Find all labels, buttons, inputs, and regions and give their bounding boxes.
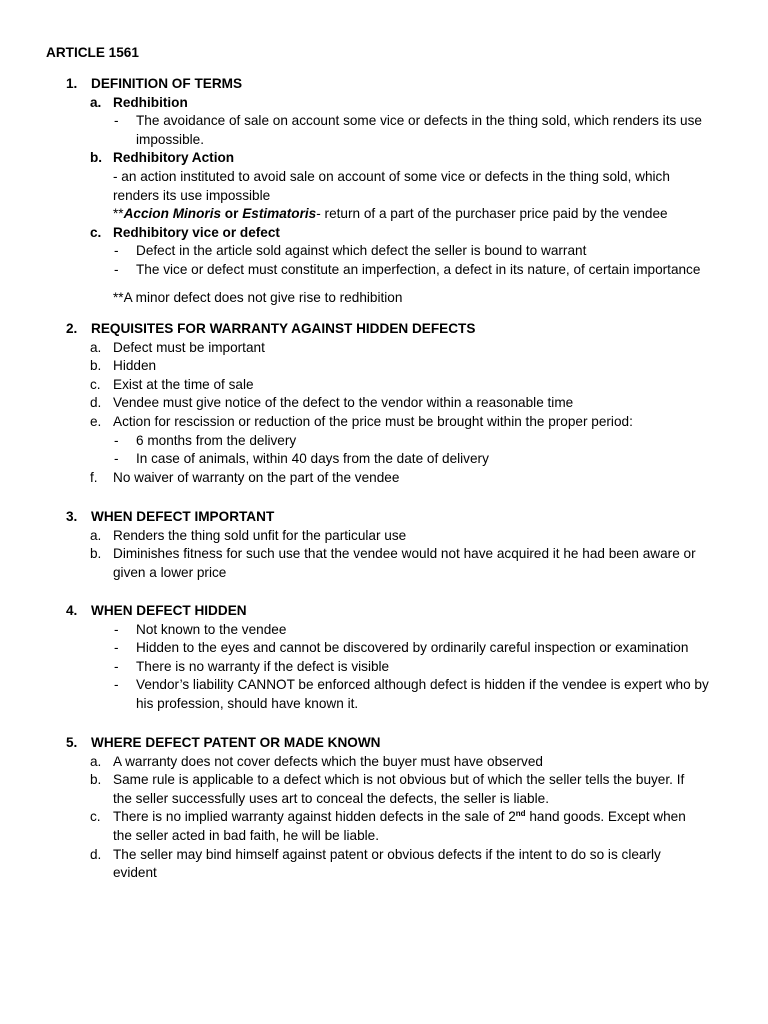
dash-bullet: - — [114, 677, 119, 693]
term-title: Redhibitory Action — [113, 150, 235, 166]
dash-bullet: - — [114, 243, 119, 259]
term-title: Redhibition — [113, 94, 188, 110]
list-item: Same rule is applicable to a defect which is not obvious but of which the seller tells the buyer. If — [113, 772, 685, 788]
list-item: his profession, should have known it. — [136, 695, 359, 711]
list-item: Not known to the vendee — [136, 621, 287, 637]
sub-item: 6 months from the delivery — [136, 432, 297, 448]
document-title: ARTICLE 1561 — [46, 45, 139, 60]
accion-note: **Accion Minoris or Estimatoris- return of a part of the purchaser price paid by the vendee — [113, 206, 668, 222]
dash-bullet: - — [114, 621, 119, 637]
item-label: a. — [90, 753, 102, 769]
list-item: Exist at the time of sale — [113, 376, 254, 392]
section-number: 5. — [66, 735, 78, 750]
section-when-defect-important — [0, 508, 768, 582]
dash-bullet: - — [114, 113, 119, 129]
definition-text: - an action instituted to avoid sale on account of some vice or defects in the thing sold, which — [113, 168, 670, 184]
item-label: f. — [90, 469, 98, 485]
item-label: d. — [90, 395, 102, 411]
item-label: c. — [90, 224, 102, 240]
definition-text: The avoidance of sale on account some vice or defects in the thing sold, which renders its use — [136, 113, 702, 129]
section-when-defect-hidden — [0, 602, 768, 714]
list-item: Renders the thing sold unfit for the particular use — [113, 527, 407, 543]
item-label: a. — [90, 94, 102, 110]
term-title: Redhibitory vice or defect — [113, 224, 280, 240]
item-label: c. — [90, 376, 101, 392]
section-requisites — [0, 320, 768, 487]
section-number: 2. — [66, 321, 78, 336]
list-item: A warranty does not cover defects which the buyer must have observed — [113, 753, 543, 769]
item-label: d. — [90, 846, 102, 862]
section-heading: WHERE DEFECT PATENT OR MADE KNOWN — [91, 735, 381, 750]
list-item: Vendor’s liability CANNOT be enforced although defect is hidden if the vendee is expert who by — [136, 677, 709, 693]
list-item: Hidden to the eyes and cannot be discovered by ordinarily careful inspection or examination — [136, 640, 689, 656]
dash-bullet: - — [114, 432, 119, 448]
list-item: There is no implied warranty against hidden defects in the sale of 2nd hand goods. Except when — [113, 809, 686, 825]
item-label: c. — [90, 809, 101, 825]
item-label: b. — [90, 150, 103, 166]
list-item: Hidden — [113, 358, 157, 374]
list-item: The seller may bind himself against patent or obvious defects if the intent to do so is clearly — [113, 846, 661, 862]
dash-bullet: - — [114, 640, 119, 656]
list-item: the seller successfully uses art to conceal the defects, the seller is liable. — [113, 790, 549, 806]
list-item: Action for rescission or reduction of the price must be brought within the proper period: — [113, 413, 633, 429]
section-heading: DEFINITION OF TERMS — [91, 76, 243, 91]
list-item: the seller acted in bad faith, he will be liable. — [113, 827, 379, 843]
item-label: e. — [90, 413, 102, 429]
dash-bullet: - — [114, 451, 119, 467]
item-label: a. — [90, 339, 102, 355]
minor-defect-note: **A minor defect does not give rise to redhibition — [113, 289, 403, 305]
definition-text: Defect in the article sold against which defect the seller is bound to warrant — [136, 243, 587, 259]
list-item: evident — [113, 865, 157, 881]
definition-text: renders its use impossible — [113, 187, 271, 203]
section-number: 4. — [66, 603, 78, 618]
list-item: given a lower price — [113, 564, 227, 580]
item-label: b. — [90, 546, 102, 562]
definition-text: impossible. — [136, 131, 204, 147]
section-heading: WHEN DEFECT HIDDEN — [91, 603, 247, 618]
section-defect-patent — [0, 734, 768, 883]
section-number: 1. — [66, 76, 78, 91]
sub-item: In case of animals, within 40 days from the date of delivery — [136, 451, 489, 467]
definition-text: The vice or defect must constitute an imperfection, a defect in its nature, of certain importance — [136, 261, 701, 277]
dash-bullet: - — [114, 261, 119, 277]
section-definition-of-terms — [0, 75, 768, 307]
section-heading: WHEN DEFECT IMPORTANT — [91, 509, 275, 524]
list-item: Vendee must give notice of the defect to the vendor within a reasonable time — [113, 395, 574, 411]
section-heading: REQUISITES FOR WARRANTY AGAINST HIDDEN DEFECTS — [91, 321, 476, 336]
item-label: a. — [90, 527, 102, 543]
item-label: b. — [90, 358, 102, 374]
list-item: Diminishes fitness for such use that the vendee would not have acquired it he had been aware or — [113, 546, 696, 562]
dash-bullet: - — [114, 658, 119, 674]
list-item: No waiver of warranty on the part of the vendee — [113, 469, 400, 485]
item-label: b. — [90, 772, 102, 788]
list-item: Defect must be important — [113, 339, 265, 355]
section-number: 3. — [66, 509, 78, 524]
list-item: There is no warranty if the defect is visible — [136, 658, 390, 674]
